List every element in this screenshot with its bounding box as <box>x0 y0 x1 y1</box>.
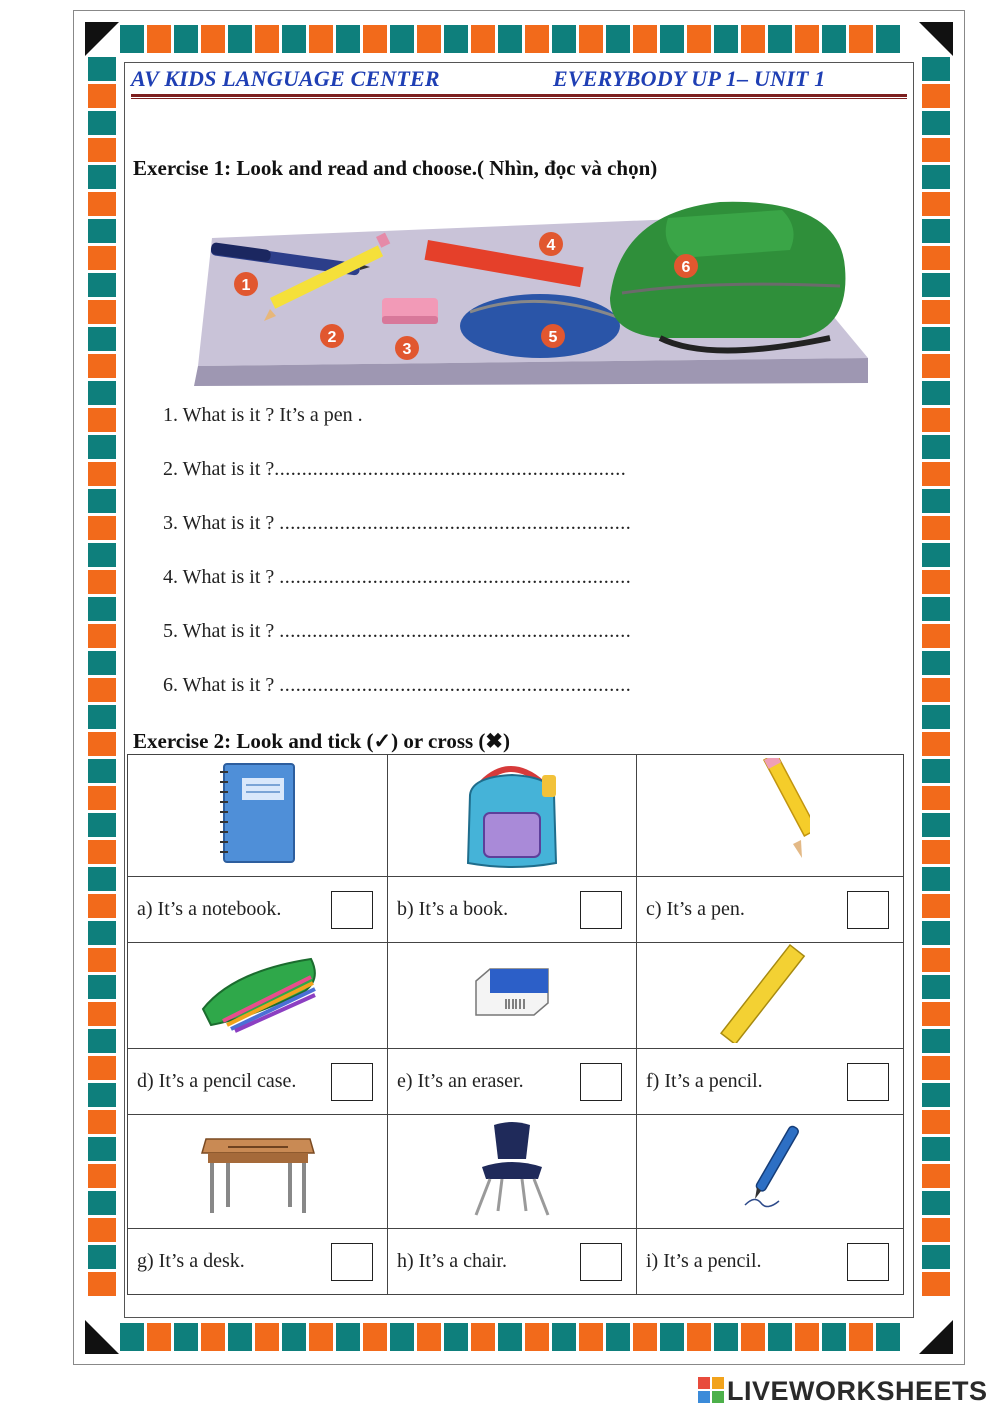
item-label: d) It’s a pencil case. <box>137 1069 297 1092</box>
answer-cell <box>128 877 388 943</box>
svg-text:1: 1 <box>241 277 251 294</box>
tick-box[interactable] <box>580 1063 622 1101</box>
picture-cell <box>388 1115 637 1229</box>
picture-cell <box>128 1115 388 1229</box>
question-5: 5. What is it ? ................................................................ <box>163 620 632 642</box>
question-6: 6. What is it ? ................................................................ <box>163 674 632 696</box>
picture-cell <box>388 755 637 877</box>
pencil-icon <box>730 758 810 868</box>
item-label: g) It’s a desk. <box>137 1249 245 1272</box>
question-3: 3. What is it ? ................................................................ <box>163 512 632 534</box>
answer-cell <box>128 1049 388 1115</box>
svg-text:5: 5 <box>548 329 558 346</box>
tick-box[interactable] <box>847 1063 889 1101</box>
eraser-icon <box>382 298 438 324</box>
item-label: a) It’s a notebook. <box>137 897 282 920</box>
tick-box[interactable] <box>331 1063 373 1101</box>
answer-blank[interactable]: ................................................................ <box>279 566 632 588</box>
item-label: c) It’s a pen. <box>646 897 745 920</box>
picture-cell <box>637 943 904 1049</box>
question-4: 4. What is it ? ................................................................ <box>163 566 632 588</box>
picture-cell <box>128 755 388 877</box>
answer-blank[interactable]: ................................................................ <box>279 674 632 696</box>
pencil-case-icon <box>460 294 620 358</box>
desk-icon <box>198 1119 318 1219</box>
tick-box[interactable] <box>580 1243 622 1281</box>
unit-title: EVERYBODY UP 1– UNIT 1 <box>553 66 826 91</box>
item-label: e) It’s an eraser. <box>397 1069 524 1092</box>
item-label: f) It’s a pencil. <box>646 1069 763 1092</box>
header-rule-thin <box>131 98 907 99</box>
answer-cell <box>388 877 637 943</box>
header-rule <box>131 94 907 97</box>
answer-blank[interactable]: ................................................................ <box>274 458 627 480</box>
answer-cell <box>128 1229 388 1295</box>
pen-icon <box>715 1121 825 1217</box>
svg-text:3: 3 <box>402 341 412 358</box>
question-1: 1. What is it ? It’s a pen . <box>163 404 363 426</box>
tick-box[interactable] <box>847 1243 889 1281</box>
brand-text: LIVEWORKSHEETS <box>727 1376 988 1406</box>
answer-blank[interactable]: ................................................................ <box>279 620 632 642</box>
svg-text:2: 2 <box>327 329 337 346</box>
item-label: b) It’s a book. <box>397 897 509 920</box>
tick-box[interactable] <box>331 1243 373 1281</box>
answer-cell <box>637 1049 904 1115</box>
tick-box[interactable] <box>580 891 622 929</box>
svg-text:6: 6 <box>681 259 691 276</box>
exercise-2-title: Exercise 2: Look and tick (✓) or cross (✖) <box>133 729 510 753</box>
tick-box[interactable] <box>331 891 373 929</box>
pencil-case-icon <box>193 951 323 1035</box>
question-2: 2. What is it ?................................................................ <box>163 458 627 480</box>
picture-cell <box>637 755 904 877</box>
chair-icon <box>464 1119 560 1219</box>
school-name: AV KIDS LANGUAGE CENTER <box>131 66 440 91</box>
ruler-icon <box>720 943 820 1043</box>
item-label: i) It’s a pencil. <box>646 1249 762 1272</box>
answer-cell <box>637 877 904 943</box>
exercise-1-title: Exercise 1: Look and read and choose.( Nhìn, đọc và chọn) <box>133 156 658 180</box>
picture-cell <box>388 943 637 1049</box>
notebook-icon <box>218 762 298 864</box>
tick-box[interactable] <box>847 891 889 929</box>
liveworksheets-icon <box>698 1377 724 1403</box>
answer-cell <box>388 1049 637 1115</box>
svg-text:4: 4 <box>546 237 556 254</box>
answer-blank[interactable]: ................................................................ <box>279 512 632 534</box>
liveworksheets-logo <box>698 1376 988 1407</box>
school-supplies-image <box>190 188 880 388</box>
answer-cell <box>637 1229 904 1295</box>
tick-cross-table <box>127 754 904 1295</box>
answer-cell <box>388 1229 637 1295</box>
backpack-icon <box>460 755 564 871</box>
item-label: h) It’s a chair. <box>397 1249 507 1272</box>
eraser-icon <box>470 963 554 1023</box>
picture-cell <box>128 943 388 1049</box>
picture-cell <box>637 1115 904 1229</box>
